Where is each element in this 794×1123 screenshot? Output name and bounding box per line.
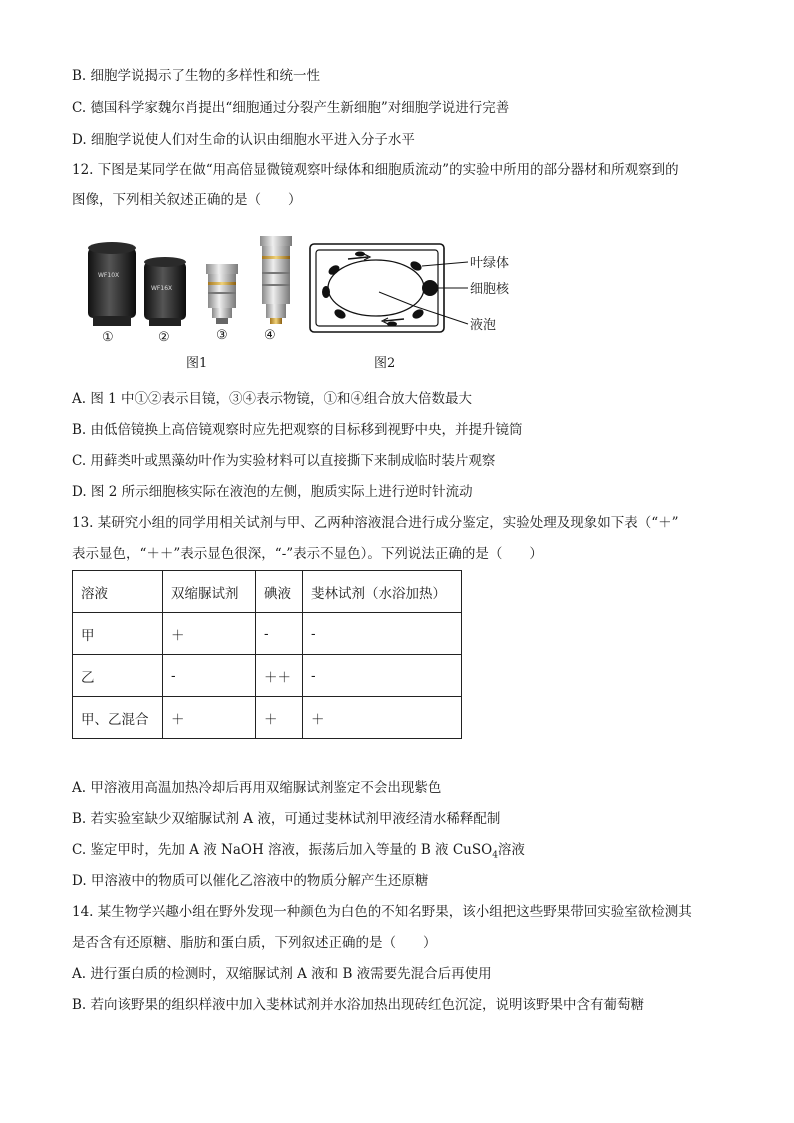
- q13-option-c-text: C. 鉴定甲时，先加 A 液 NaOH 溶液，振荡后加入等量的 B 液 CuSO: [72, 842, 493, 858]
- q12-option-d: D. 图 2 所示细胞核实际在液泡的左侧，胞质实际上进行逆时针流动: [72, 484, 473, 500]
- table-cell: ＋: [163, 613, 256, 655]
- table-cell: 乙: [73, 655, 163, 697]
- q11-option-d: D. 细胞学说使人们对生命的认识由细胞水平进入分子水平: [72, 132, 415, 148]
- objective-1-icon: [206, 264, 238, 324]
- q11-option-b: B. 细胞学说揭示了生物的多样性和统一性: [72, 68, 321, 84]
- nucleus-icon: [422, 280, 438, 296]
- table-cell: -: [163, 655, 256, 697]
- table-header-row: [73, 571, 462, 613]
- q13-option-c-tail: 溶液: [497, 842, 525, 858]
- table-row: [73, 613, 462, 655]
- q12-stem-line1: 12. 下图是某同学在做“用高倍显微镜观察叶绿体和细胞质流动”的实验中所用的部分器材和所观察到的: [72, 162, 679, 178]
- q13-option-c: [72, 840, 525, 866]
- table-cell: -: [303, 613, 462, 655]
- table-header-cell: 双缩脲试剂: [163, 571, 256, 613]
- fig1-number-1: ①: [102, 330, 114, 345]
- table-header-cell: 碘液: [256, 571, 303, 613]
- q14-option-a: A. 进行蛋白质的检测时，双缩脲试剂 A 液和 B 液需要先混合后再使用: [72, 966, 492, 982]
- q12-figures: [78, 232, 538, 372]
- q13-option-b: B. 若实验室缺少双缩脲试剂 A 液，可通过斐林试剂甲液经清水稀释配制: [72, 811, 501, 827]
- reagent-table: [72, 570, 462, 739]
- q12-stem-line2: 图像，下列相关叙述正确的是（ ）: [72, 192, 302, 208]
- table-cell: ＋＋: [256, 655, 303, 697]
- table-cell: 甲: [73, 613, 163, 655]
- q13-option-a: A. 甲溶液用高温加热冷却后再用双缩脲试剂鉴定不会出现紫色: [72, 780, 442, 796]
- label-chloroplast: 叶绿体: [470, 256, 510, 271]
- label-vacuole: 液泡: [470, 318, 497, 333]
- label-nucleus: 细胞核: [470, 282, 510, 297]
- q13-stem-line1: 13. 某研究小组的同学用相关试剂与甲、乙两种溶液混合进行成分鉴定，实验处理及现象如下表（“＋”: [72, 515, 679, 531]
- fig1-number-2: ②: [158, 330, 170, 345]
- chloroplast-icons: [322, 252, 425, 327]
- q12-option-c: C. 用藓类叶或黑藻幼叶作为实验材料可以直接撕下来制成临时装片观察: [72, 453, 496, 469]
- fig2-caption: 图2: [374, 356, 396, 371]
- eyepiece-2-label: WF16X: [151, 285, 173, 292]
- objective-2-icon: [260, 236, 292, 324]
- table-cell: -: [303, 655, 462, 697]
- table-header-cell: 斐林试剂（水浴加热）: [303, 571, 462, 613]
- table-cell: 甲、乙混合: [73, 697, 163, 739]
- q13-option-c-subscript: 4: [492, 850, 498, 861]
- q14-stem-line1: 14. 某生物学兴趣小组在野外发现一种颜色为白色的不知名野果，该小组把这些野果带回实验室欲检测其: [72, 904, 692, 920]
- eyepiece-2-icon: [144, 257, 186, 326]
- table-cell: -: [256, 613, 303, 655]
- table-row: [73, 697, 462, 739]
- q12-option-b: B. 由低倍镜换上高倍镜观察时应先把观察的目标移到视野中央，并提升镜筒: [72, 422, 523, 438]
- table-row: [73, 655, 462, 697]
- fig1-caption: 图1: [186, 356, 208, 371]
- table-cell: ＋: [256, 697, 303, 739]
- q13-stem-line2: 表示显色，“＋＋”表示显色很深，“-”表示不显色）。下列说法正确的是（ ）: [72, 546, 543, 562]
- q14-stem-line2: 是否含有还原糖、脂肪和蛋白质，下列叙述正确的是（ ）: [72, 935, 437, 951]
- eyepiece-1-icon: [88, 242, 136, 326]
- table-header-cell: 溶液: [73, 571, 163, 613]
- fig1-number-4: ④: [264, 328, 276, 343]
- table-cell: ＋: [163, 697, 256, 739]
- q11-option-c: C. 德国科学家魏尔肖提出“细胞通过分裂产生新细胞”对细胞学说进行完善: [72, 100, 510, 116]
- q14-option-b: B. 若向该野果的组织样液中加入斐林试剂并水浴加热出现砖红色沉淀，说明该野果中含有葡萄糖: [72, 997, 645, 1013]
- q13-option-d: D. 甲溶液中的物质可以催化乙溶液中的物质分解产生还原糖: [72, 873, 429, 889]
- microscope-figure: [78, 232, 538, 372]
- table-cell: ＋: [303, 697, 462, 739]
- fig1-number-3: ③: [216, 328, 228, 343]
- eyepiece-1-label: WF10X: [98, 272, 120, 279]
- q12-option-a: A. 图 1 中①②表示目镜，③④表示物镜，①和④组合放大倍数最大: [72, 391, 473, 407]
